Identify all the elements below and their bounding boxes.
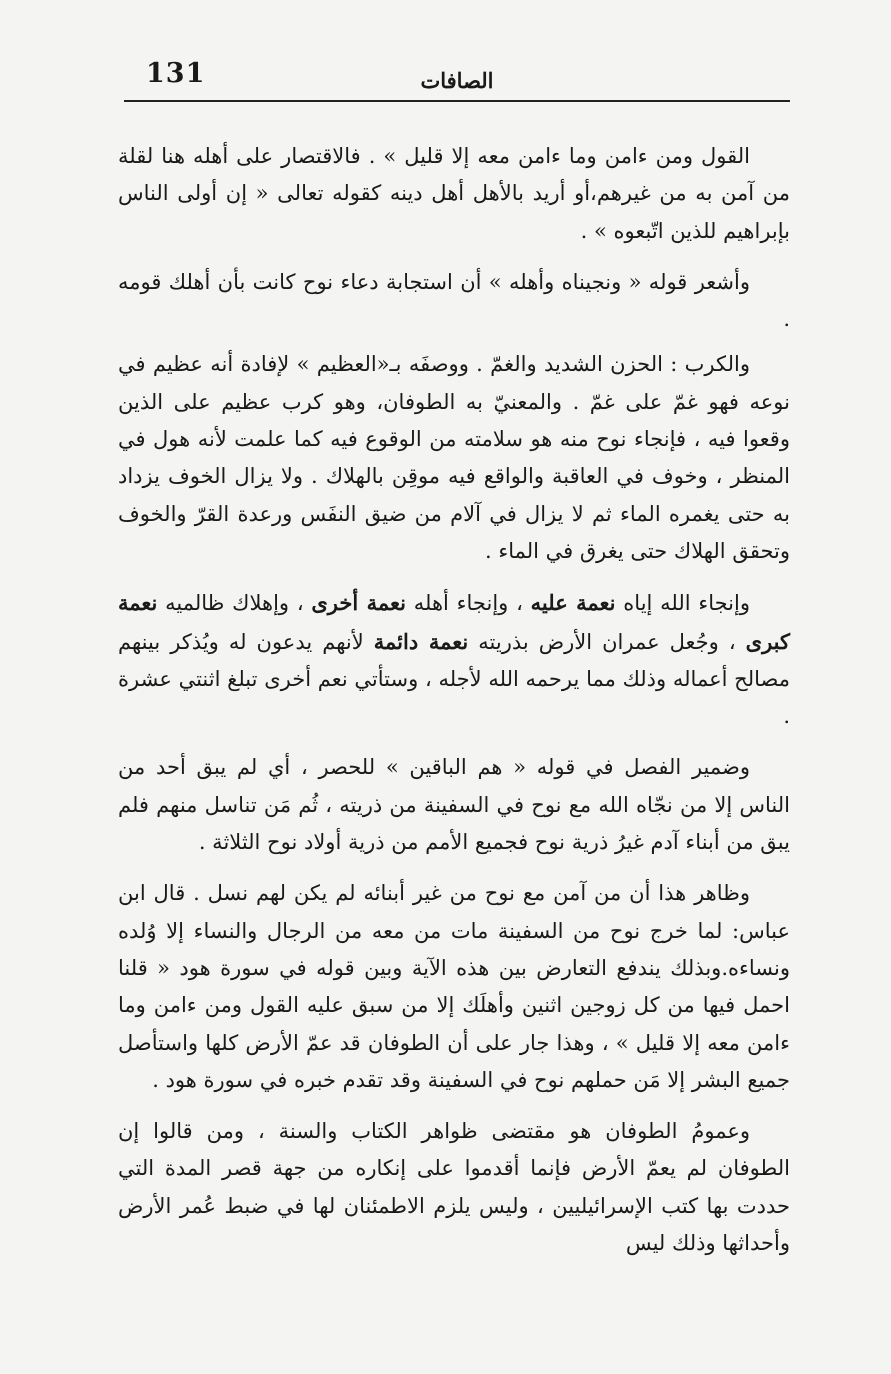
paragraph-6: وظاهر هذا أن من آمن مع نوح من غير أبنائه لم يكن لهم نسل . قال ابن عباس: لما خرج نوح من السفينة مات من معه من الرجال والنساء إلا وُلده ونساءه.وبذلك يندفع التعارض بين هذه الآية وبين قوله في سورة هود « قلنا احمل فيها من كل زوجين اثنين وأهلَك إلا من سبق عليه القول ومن ءامن وما ءامن معه إلا قليل » ، وهذا جار على أن الطوفان قد عمّ الأرض كلها واستأصل جميع البشر إلا مَن حملهم نوح في السفينة وقد تقدم خبره في سورة هود . — [118, 881, 790, 1092]
body-text — [118, 138, 790, 1276]
bold-phrase: نعمة عليه — [530, 590, 616, 616]
bold-phrase: نعمة أخرى — [311, 590, 406, 616]
bold-phrase: نعمة كبرى — [118, 590, 791, 654]
text-run: ، وإنجاء أهله — [406, 591, 531, 616]
paragraph-3: والكرب : الحزن الشديد والغمّ . ووصفَه بـ«العظيم » لإفادة أنه عظيم في نوعه فهو غمّ على غمّ . والمعنيّ به الطوفان، وهو كرب عظيم على الذين وقعوا فيه ، فإنجاء نوح منه هو سلامته من الوقوع فيه كما علمت لأنه هول في المنظر ، وخوف في العاقبة والواقع فيه موقِن بالهلاك . ولا يزال الخوف يزداد به حتى يغمره الماء ثم لا يزال في آلام من ضيق النفَس ورعدة القرّ والخوف وتحقق الهلاك حتى يغرق في الماء . — [118, 352, 790, 563]
paragraph-7: وعمومُ الطوفان هو مقتضى ظواهر الكتاب والسنة ، ومن قالوا إن الطوفان لم يعمّ الأرض فإنما أقدموا على إنكاره من جهة قصر المدة التي حددت بها كتب الإسرائيليين ، وليس يلزم الاطمئنان لها في ضبط عُمر الأرض وأحداثها وذلك ليس — [118, 1119, 790, 1256]
text-run: ، وجُعل عمران الأرض بذريته — [468, 629, 746, 654]
text-run: ، وإهلاك ظالميه — [157, 591, 312, 616]
paragraph-4 — [118, 584, 790, 735]
page-header — [124, 58, 790, 102]
bold-phrase: نعمة دائمة — [373, 628, 469, 654]
paragraph-5: وضمير الفصل في قوله « هم الباقين » للحصر ، أي لم يبق أحد من الناس إلا من نجّاه الله مع نوح في السفينة من ذريته ، ثُم مَن تناسل منهم فلم يبق من أبناء آدم غيرُ ذرية نوح فجميع الأمم من ذرية أولاد نوح الثلاثة . — [118, 755, 790, 855]
paragraph-2: وأشعر قوله « ونجيناه وأهله » أن استجابة دعاء نوح كانت بأن أهلك قومه . — [118, 269, 790, 332]
page-number: 131 — [146, 58, 206, 89]
running-title: الصافات — [420, 68, 494, 93]
paragraph-1: القول ومن ءامن وما ءامن معه إلا قليل » . فالاقتصار على أهله هنا لقلة من آمن به من غيرهم،أو أريد بالأهل أهل دينه كقوله تعالى « إن أولى الناس بإبراهيم للذين اتّبعوه » . — [118, 144, 790, 243]
text-run: وإنجاء الله إياه — [615, 591, 751, 616]
text-run: لأنهم يدعون له ويُذكر بينهم مصالح أعماله وذلك مما يرحمه الله لأجله ، وستأتي نعم أخرى تبلغ اثنتي عشرة . — [118, 629, 790, 729]
